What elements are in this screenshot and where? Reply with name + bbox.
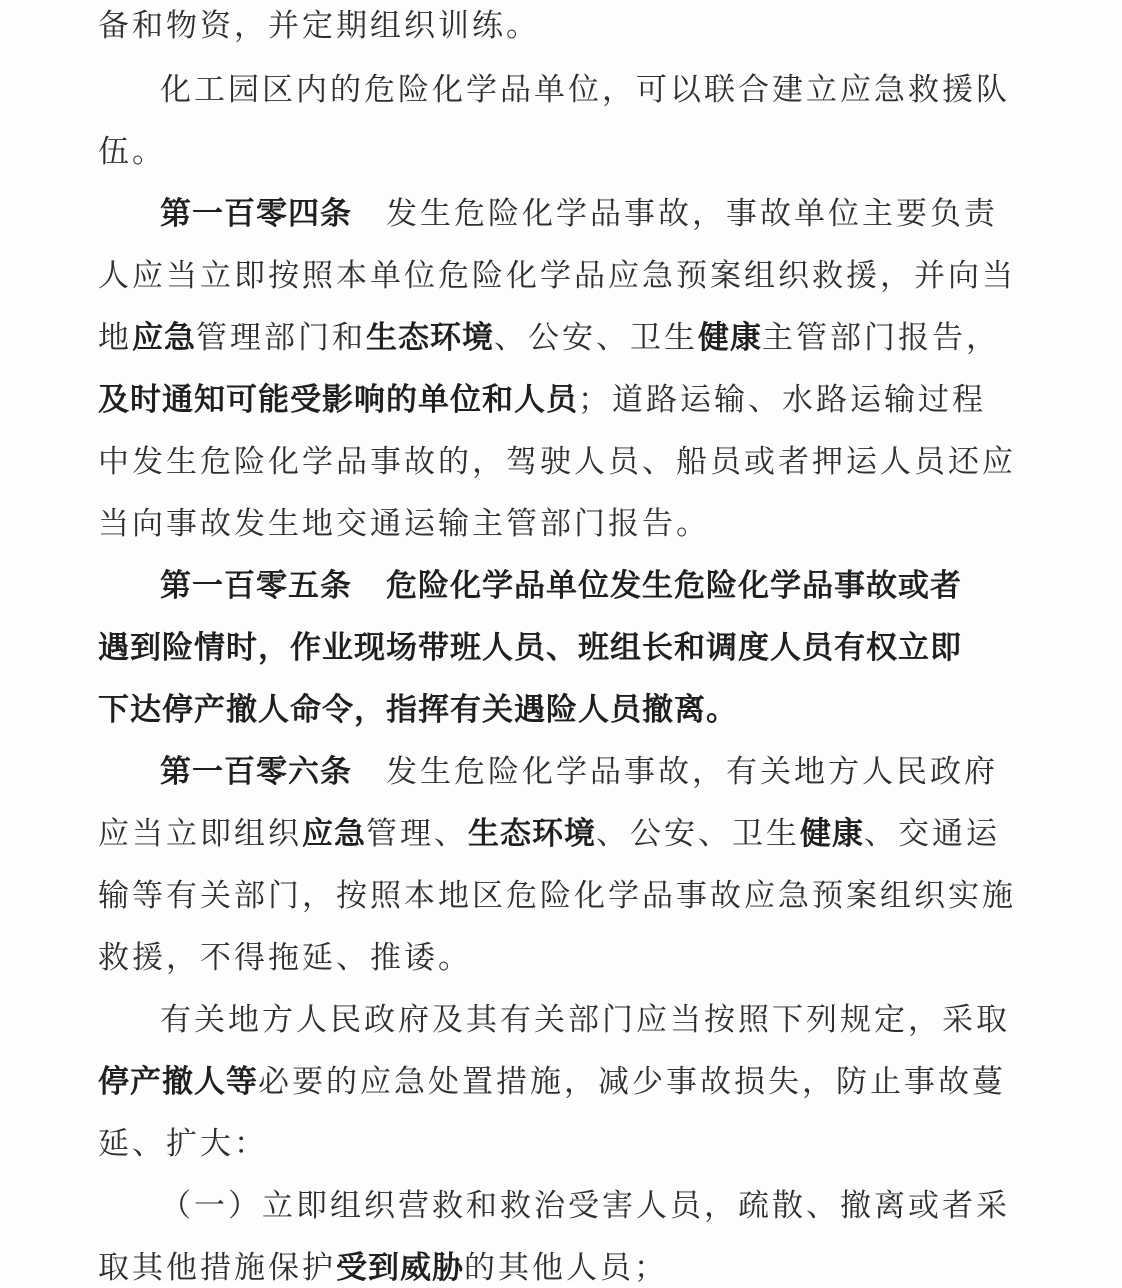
article-106-para2-line-3: 延、扩大： — [98, 1126, 268, 1162]
text-line-2: 化工园区内的危险化学品单位，可以联合建立应急救援队 — [160, 72, 1010, 108]
article-106-line-2: 应当立即组织应急管理、生态环境、公安、卫生健康、交通运 — [98, 816, 1000, 852]
article-105-line-1: 第一百零五条 危险化学品单位发生危险化学品事故或者 — [160, 568, 962, 604]
item-1-line-2: 取其他措施保护受到威胁的其他人员； — [98, 1250, 668, 1286]
article-104-line-3: 地应急管理部门和生态环境、公安、卫生健康主管部门报告， — [98, 320, 1000, 356]
article-106-para2-line-1: 有关地方人民政府及其有关部门应当按照下列规定，采取 — [160, 1002, 1010, 1038]
article-106-para2-line-2: 停产撤人等必要的应急处置措施，减少事故损失，防止事故蔓 — [98, 1064, 1006, 1100]
article-106-line-1: 第一百零六条 发生危险化学品事故，有关地方人民政府 — [160, 754, 998, 790]
article-104-line-2: 人应当立即按照本单位危险化学品应急预案组织救援，并向当 — [98, 258, 1016, 294]
text-line-3: 伍。 — [98, 134, 166, 170]
article-105-line-3: 下达停产撤人命令，指挥有关遇险人员撤离。 — [98, 692, 738, 728]
article-106-line-4: 救援，不得拖延、推诿。 — [98, 940, 472, 976]
article-106-heading: 第一百零六条 — [160, 754, 352, 790]
article-106-line-3: 输等有关部门，按照本地区危险化学品事故应急预案组织实施 — [98, 878, 1016, 914]
article-105-line-2: 遇到险情时，作业现场带班人员、班组长和调度人员有权立即 — [98, 630, 962, 666]
article-105-heading: 第一百零五条 — [160, 568, 352, 604]
article-104-line-1: 第一百零四条 发生危险化学品事故，事故单位主要负责 — [160, 196, 998, 232]
article-104-heading: 第一百零四条 — [160, 196, 352, 232]
text-line-1: 备和物资，并定期组织训练。 — [98, 8, 540, 44]
item-1-line-1: （一）立即组织营救和救治受害人员，疏散、撤离或者采 — [160, 1188, 1010, 1224]
article-104-line-6: 当向事故发生地交通运输主管部门报告。 — [98, 506, 710, 542]
article-104-line-4: 及时通知可能受影响的单位和人员；道路运输、水路运输过程 — [98, 382, 986, 418]
article-104-line-5: 中发生危险化学品事故的，驾驶人员、船员或者押运人员还应 — [98, 444, 1016, 480]
